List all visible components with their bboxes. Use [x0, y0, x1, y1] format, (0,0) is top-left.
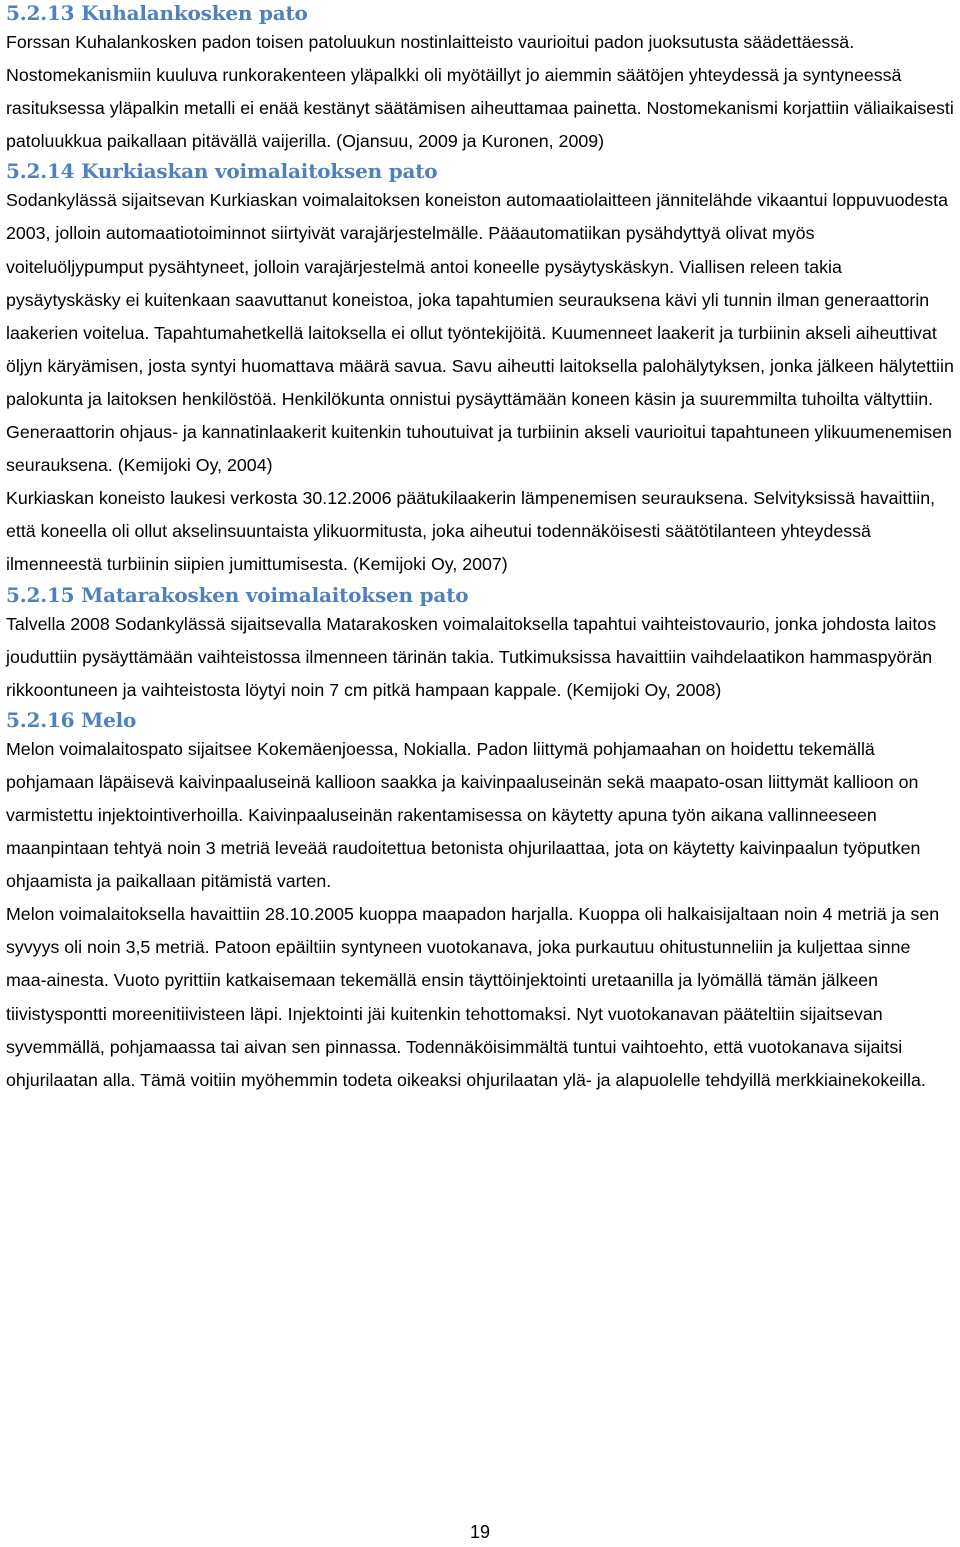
document-page — [6, 0, 954, 1097]
paragraph: Talvella 2008 Sodankylässä sijaitsevalla Matarakosken voimalaitoksella tapahtui vaihteistovaurio, jonka johdosta laitos jouduttiin pysäyttämään vaihteistossa ilmenneen tärinän takia. Tutkimuksissa havaittiin vaihdelaatikon hammaspyörän rikkoontuneen ja vaihteistosta löytyi noin 7 cm pitkä hampaan kappale. (Kemijoki Oy, 2008) — [6, 613, 937, 700]
paragraph: Melon voimalaitospato sijaitsee Kokemäenjoessa, Nokialla. Padon liittymä pohjamaahan on hoidettu tekemällä pohjamaan läpäisevä kaivinpaaluseinä kallioon saakka ja kaivinpaaluseinän sekä maapato-osan liittymät kallioon on varmistettu injektointiverhoilla. Kaivinpaaluseinän rakentamisessa on käytetty apuna työn aikana vallinneeseen maanpintaan tehtyä noin 3 metriä leveää raudoitettua betonista ohjurilaattaa, jota on käytetty kaivinpaalun työputken ohjaamista ja paikallaan pitämistä varten. — [6, 738, 921, 892]
section-kuhalankoski — [6, 0, 954, 158]
section-melo — [6, 707, 954, 1097]
page-number: 19 — [469, 1522, 491, 1542]
section-heading: 5.2.15 Matarakosken voimalaitoksen pato — [6, 582, 469, 607]
paragraph: Forssan Kuhalankosken padon toisen patoluukun nostinlaitteisto vaurioitui padon juoksutusta säädettäessä. Nostomekanismiin kuuluva runkorakenteen yläpalkki oli myötäillyt jo aiemmin säätöjen yhteydessä ja syntyneessä rasituksessa yläpalkin metalli ei enää kestänyt säätämisen aiheuttamaa painetta. Nostomekanismi korjattiin väliaikaisesti patoluukkua paikallaan pitävällä vaijerilla. (Ojansuu, 2009 ja Kuronen, 2009) — [6, 32, 954, 152]
paragraph: Melon voimalaitoksella havaittiin 28.10.2005 kuoppa maapadon harjalla. Kuoppa oli halkaisijaltaan noin 4 metriä ja sen syvyys oli noin 3,5 metriä. Patoon epäiltiin syntyneen vuotokanava, joka purkautuu ohitustunneliin ja kuljettaa sinne maa-ainesta. Vuoto pyrittiin katkaisemaan tekemällä ensin täyttöinjektointi uretaanilla ja lyömällä tämän jälkeen tiivistyspontti moreenitiivisteen läpi. Injektointi jäi kuitenkin tehottomaksi. Nyt vuotokanavan pääteltiin sijaitsevan syvemmällä, pohjamaassa tai aivan sen pinnassa. Todennäköisimmältä tuntui vaihtoehto, että vuotokanava sijaitsi ohjurilaatan alla. Tämä voitiin myöhemmin todeta oikeaksi ohjurilaatan ylä- ja alapuolelle tehdyillä merkkiainekokeilla. — [6, 904, 940, 1090]
section-heading: 5.2.16 Melo — [6, 707, 137, 732]
section-heading: 5.2.14 Kurkiaskan voimalaitoksen pato — [6, 159, 438, 184]
section-matarakoski — [6, 582, 954, 707]
section-heading: 5.2.13 Kuhalankosken pato — [6, 1, 308, 25]
paragraph: Sodankylässä sijaitsevan Kurkiaskan voimalaitoksen koneiston automaatiolaitteen jännitelähde vikaantui loppuvuodesta 2003, jolloin automaatiotoiminnot siirtyivät varajärjestelmälle. Pääautomatiikan pysähdyttyä olivat myös voiteluöljypumput pysähtyneet, jolloin varajärjestelmä antoi koneelle pysäytyskäskyn. Viallisen releen takia pysäytyskäsky ei kuitenkaan saavuttanut koneistoa, joka tapahtumien seurauksena kävi yli tunnin ilman generaattorin laakerien voitelua. Tapahtumahetkellä laitoksella ei ollut työntekijöitä. Kuumenneet laakerit ja turbiinin akseli aiheuttivat öljyn käryämisen, josta syntyi huomattava määrä savua. Savu aiheutti laitoksella palohälytyksen, jonka jälkeen hälytettiin palokunta ja laitoksen henkilöstöä. Henkilökunta onnistui pysäyttämään koneen käsin ja suuremmilta tuhoilta vältyttiin. Generaattorin ohjaus- ja kannatinlaakerit kuitenkin tuhoutuivat ja turbiinin akseli vaurioitui tapahtuneen ylikuumenemisen seurauksena. (Kemijoki Oy, 2004) — [6, 190, 954, 476]
paragraph: Kurkiaskan koneisto laukesi verkosta 30.12.2006 päätukilaakerin lämpenemisen seurauksena. Selvityksissä havaittiin, että koneella oli ollut akselinsuuntaista ylikuormitusta, joka aiheutui todennäköisesti säätötilanteen yhteydessä ilmenneestä turbiinin siipien jumittumisesta. (Kemijoki Oy, 2007) — [6, 488, 936, 575]
section-kurkiaska — [6, 158, 954, 581]
